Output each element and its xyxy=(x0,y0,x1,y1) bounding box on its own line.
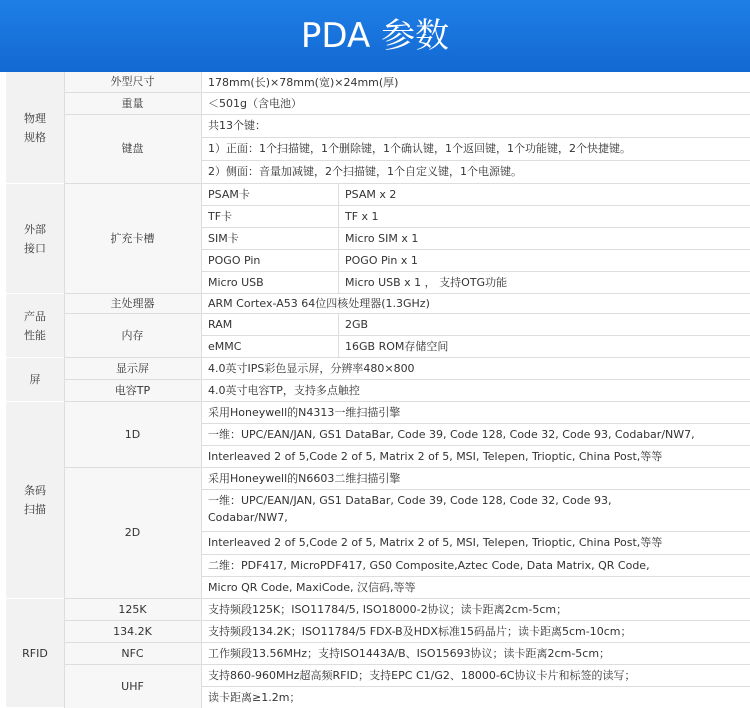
section-rfid: RFID xyxy=(6,599,64,708)
memory-name: eMMC xyxy=(201,336,338,358)
scan1d-line: 采用Honeywell的N4313一维扫描引擎 xyxy=(201,402,750,424)
column-divider xyxy=(201,72,202,708)
label-cpu: 主处理器 xyxy=(64,294,201,314)
slot-name: SIM卡 xyxy=(201,228,338,250)
keyboard-line: 2）侧面：音量加减键，2个扫描键，1个自定义键，1个电源键。 xyxy=(201,161,750,184)
keyboard-line: 共13个键： xyxy=(201,115,750,138)
scan1d-line: 一维：UPC/EAN/JAN, GS1 DataBar, Code 39, Code 128, Code 32, Code 93, Codabar/NW7, xyxy=(201,424,750,446)
label-125k: 125K xyxy=(64,599,201,621)
keyboard-line: 1）正面：1个扫描键，1个删除键，1个确认键，1个返回键，1个功能键，2个快捷键。 xyxy=(201,138,750,161)
column-divider xyxy=(64,72,65,708)
label-uhf: UHF xyxy=(64,665,201,708)
label-nfc: NFC xyxy=(64,643,201,665)
slot-name: TF卡 xyxy=(201,206,338,228)
slot-value: POGO Pin x 1 xyxy=(338,250,750,272)
memory-value: 16GB ROM存储空间 xyxy=(338,336,750,358)
label-tp: 电容TP xyxy=(64,380,201,402)
column-divider xyxy=(338,314,339,358)
value-125k: 支持频段125K；ISO11784/5, ISO18000-2协议；读卡距离2cm-5cm； xyxy=(201,599,750,621)
memory-name: RAM xyxy=(201,314,338,336)
label-size: 外型尺寸 xyxy=(64,72,201,93)
slot-name: PSAM卡 xyxy=(201,184,338,206)
slot-value: Micro SIM x 1 xyxy=(338,228,750,250)
scan2d-line: 采用Honeywell的N6603二维扫描引擎 xyxy=(201,468,750,490)
section-external: 外部 接口 xyxy=(6,184,64,294)
row-filler xyxy=(621,490,750,532)
slot-name: POGO Pin xyxy=(201,250,338,272)
section-performance: 产品 性能 xyxy=(6,294,64,358)
section-barcode: 条码 扫描 xyxy=(6,402,64,599)
scan1d-line: Interleaved 2 of 5,Code 2 of 5, Matrix 2 of 5, MSI, Telepen, Trioptic, China Post,等等 xyxy=(201,446,750,468)
uhf-line: 支持860-960MHz超高频RFID；支持EPC C1/G2、18000-6C协议卡片和标签的读写； xyxy=(201,665,750,687)
page-header xyxy=(0,0,750,72)
memory-value: 2GB xyxy=(338,314,750,336)
value-display: 4.0英寸IPS彩色显示屏，分辨率480×800 xyxy=(201,358,750,380)
label-slots: 扩充卡槽 xyxy=(64,184,201,294)
label-display: 显示屏 xyxy=(64,358,201,380)
scan2d-line: 二维：PDF417, MicroPDF417, GS0 Composite,Aztec Code, Data Matrix, QR Code, xyxy=(201,555,750,577)
page-title: PDA 参数 xyxy=(300,16,450,56)
value-size: 178mm(长)×78mm(宽)×24mm(厚) xyxy=(201,72,750,93)
slot-value: TF x 1 xyxy=(338,206,750,228)
label-2d: 2D xyxy=(64,468,201,599)
label-134k: 134.2K xyxy=(64,621,201,643)
slot-value: Micro USB x 1 ， 支持OTG功能 xyxy=(338,272,750,294)
column-divider xyxy=(338,184,339,294)
label-memory: 内存 xyxy=(64,314,201,358)
section-screen: 屏 xyxy=(6,358,64,402)
spec-table xyxy=(6,72,750,708)
slot-name: Micro USB xyxy=(201,272,338,294)
scan2d-line: Interleaved 2 of 5,Code 2 of 5, Matrix 2 of 5, MSI, Telepen, Trioptic, China Post,等等 xyxy=(201,532,750,555)
scan2d-line: Micro QR Code, MaxiCode, 汉信码,等等 xyxy=(201,577,750,599)
value-weight: ＜501g（含电池） xyxy=(201,93,750,115)
value-nfc: 工作频段13.56MHz；支持ISO1443A/B、ISO15693协议；读卡距离2cm-5cm； xyxy=(201,643,750,665)
label-keyboard: 键盘 xyxy=(64,115,201,184)
value-134k: 支持频段134.2K；ISO11784/5 FDX-B及HDX标准15码晶片；读卡距离5cm-10cm； xyxy=(201,621,750,643)
scan2d-line: 一维：UPC/EAN/JAN, GS1 DataBar, Code 39, Code 128, Code 32, Code 93, Codabar/NW7, xyxy=(201,490,621,532)
slot-value: PSAM x 2 xyxy=(338,184,750,206)
uhf-line: 读卡距离≥1.2m； xyxy=(208,691,301,704)
section-physical: 物理 规格 xyxy=(6,72,64,184)
label-weight: 重量 xyxy=(64,93,201,115)
value-tp: 4.0英寸电容TP，支持多点触控 xyxy=(201,380,750,402)
value-cpu: ARM Cortex-A53 64位四核处理器(1.3GHz) xyxy=(201,294,750,314)
label-1d: 1D xyxy=(64,402,201,468)
